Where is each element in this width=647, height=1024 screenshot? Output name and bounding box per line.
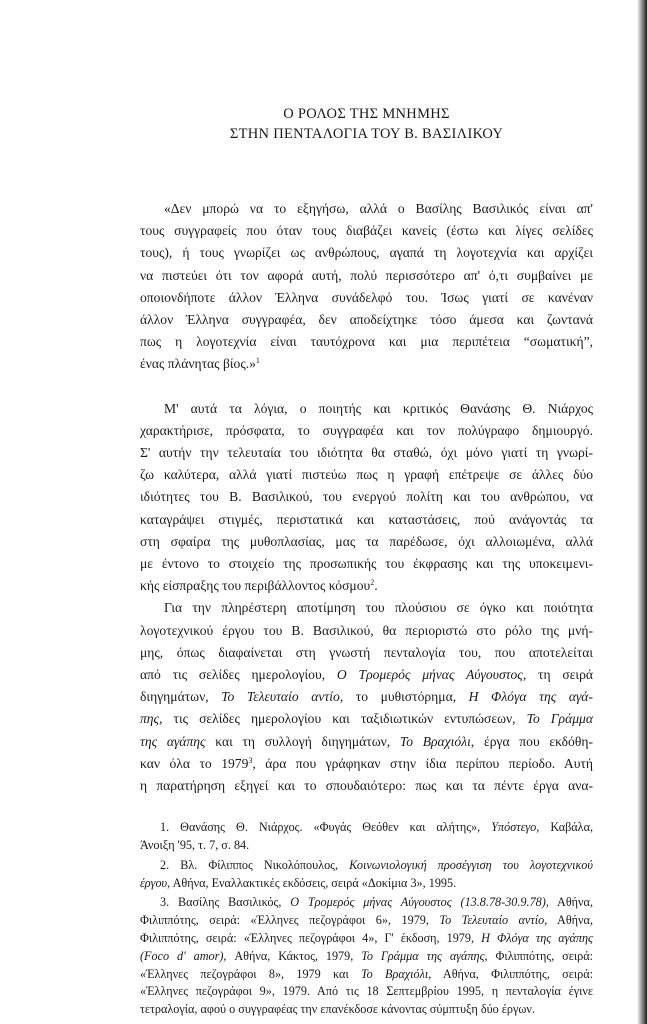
text-run: και τη συλλογή διηγημάτων, (205, 733, 400, 749)
text-run: , Φιλιππότης, σειρά: (484, 948, 593, 963)
text-run: , Αθήνα, (544, 913, 593, 928)
quote-line: άλλον Έλληνα συγγραφέα, δεν αποδείχτηκε τόσο άμεσα και ζωντανά (140, 312, 593, 328)
paragraph-line: με έντονο το στοιχείο της προσωπικής του έκφρασης και της υποκειμενι- (140, 556, 593, 572)
text-run: , τη σειρά (522, 667, 593, 683)
book-title: Το Γράμμα της αγάπης (361, 948, 485, 963)
footnote-line: «Έλληνες πεζογράφοι 9», 1979. Από τις 18 Σεπτεμβρίου 1995, η πενταλογία έγινε (140, 984, 593, 999)
quote-line: να πιστεύει ότι τον αφορά αυτή, πολύ περισσότερο απ' ό,τι συμβαίνει με (140, 267, 593, 283)
footnote-line: Άνοιξη '95, τ. 7, σ. 84. (140, 838, 250, 853)
text-run: , τις σελίδες ημερολογίου και ταξιδιωτικών εντυπώσεων, (159, 711, 527, 727)
paragraph-line: κής είσπραξης του περιβάλλοντος κόσμου (140, 578, 371, 594)
book-title: Ο Τρομερός μήνας Αύγουστος (336, 667, 523, 683)
paragraph-line: ιδιότητες του Β. Βασιλικού, του ενεργού πολίτη και του ανθρώπου, να (140, 489, 593, 505)
book-title: πης (140, 711, 160, 727)
sentence-end: . (374, 578, 378, 594)
footnote-1 (140, 819, 593, 855)
document-page (140, 104, 593, 1019)
footnote-line (140, 875, 593, 893)
chapter-title (140, 104, 593, 144)
text-run: διηγημάτων, (140, 689, 222, 705)
paragraph-line: μης, όπως διαφαίνεται στη γνωστή πενταλογία του, που αποτελείται (140, 644, 593, 660)
footnote-line (140, 930, 593, 948)
quote-line: οποιονδήποτε άλλον Έλληνα συνάδελφό του. Ίσως γιατί σε κανέναν (140, 289, 593, 305)
paragraph-line (140, 731, 593, 753)
book-title: έργου (140, 875, 168, 890)
paragraph-line (140, 753, 593, 775)
paragraph-line: Για την πληρέστερη αποτίμηση του πλούσιου σε όγκο και ποιότητα (164, 600, 593, 616)
book-title: της αγάπης (140, 733, 206, 749)
journal-title: Υπόστεγο (491, 820, 537, 835)
paragraph-last-line (140, 575, 593, 597)
footnote-line (140, 912, 593, 930)
text-run: , άρα που γράφηκαν στην ίδια περίπου περίοδο. Αυτή (252, 755, 593, 771)
quote-line: τους συγγραφείς που όταν τους διαβάζει κανείς (έστω και λίγες σελίδες (140, 223, 593, 239)
book-title: Η Φλόγα της αγά- (468, 689, 593, 705)
footnote-line (140, 948, 593, 966)
text-run: , Αθήνα, Εναλλακτικές εκδόσεις, σειρά «Δοκίμια 3», 1995. (167, 875, 457, 890)
paragraph-line (140, 664, 593, 686)
book-title: Το Βραχιόλι (361, 966, 429, 981)
body-paragraph-2 (140, 398, 593, 598)
footnote-line (140, 894, 593, 912)
title-line-1: Ο ΡΟΛΟΣ ΤΗΣ ΜΝΗΜΗΣ (283, 106, 450, 122)
body-paragraph-3 (140, 597, 593, 797)
paragraph-line (140, 686, 593, 708)
text-run: , έργα που εκδόθη- (470, 733, 593, 749)
quote-line: «Δεν μπορώ να το εξηγήσω, αλλά ο Βασίλης Βασιλικός είναι απ' (164, 201, 593, 216)
quote-last-line (140, 353, 593, 375)
text-run: Φιλιππότης, σειρά: «Έλληνες πεζογράφοι 4», Γ' έκδοση, 1979, (140, 931, 482, 946)
paragraph-line: χαρακτήρισε, πρόσφατα, το συγγραφέα και τον πολύγραφο δημιουργό. (140, 422, 593, 438)
text-run: 3. Βασίλης Βασιλικός, (160, 895, 291, 910)
paragraph-line: λογοτεχνικού έργου του Β. Βασιλικού, θα περιοριστώ στο ρόλο της μνή- (140, 622, 593, 638)
footnote-3 (140, 894, 593, 1019)
footnote-2 (140, 857, 593, 893)
text-run: , το μυθιστόρημα, (339, 689, 469, 705)
paragraph-line: στη σφαίρα της μυθοπλασίας, μας τα παρέδωσε, όχι αλλοιωμένα, αλλά (140, 533, 593, 549)
text-run: , Αθήνα, Φιλιππότης, σειρά: (428, 966, 593, 981)
book-title: (Foco d' amor) (140, 948, 224, 963)
quote-line: ένας πλάνητας βίος.» (140, 356, 256, 372)
text-run: 2. Βλ. Φίλιππος Νικολόπουλος, (160, 857, 350, 872)
footnotes (140, 819, 593, 1019)
footnote-line (140, 966, 593, 984)
paragraph-line: Μ' αυτά τα λόγια, ο ποιητής και κριτικός Θανάσης Θ. Νιάρχος (164, 400, 593, 416)
paragraph-line (140, 708, 593, 730)
text-run: Φιλιππότης, σειρά: «Έλληνες πεζογράφοι 6», 1979, (140, 913, 440, 928)
footnote-ref-1[interactable]: 1 (255, 356, 260, 366)
quote-paragraph (140, 198, 593, 376)
text-run: , Αθήνα, (545, 895, 593, 910)
footnote-line (140, 857, 593, 875)
paragraph-line: η παρατήρηση εξηγεί και το σπουδαιότερο: πως και τα πέντε έργα ανα- (140, 778, 593, 794)
book-title: Κοινωνιολογική προσέγγιση του λογοτεχνικού (349, 857, 593, 872)
page-edge-shadow (637, 0, 647, 1024)
title-line-2: ΣΤΗΝ ΠΕΝΤΑΛΟΓΙΑ ΤΟΥ Β. ΒΑΣΙΛΙΚΟΥ (229, 126, 504, 142)
paragraph-line: Σ' αυτήν την τελευταία του ιδιότητα θα σταθώ, όχι μόνο γιατί τη γνωρί- (140, 445, 593, 461)
text-run: καν όλα το 1979 (140, 755, 249, 771)
footnote-line: τετραλογία, αφού ο συγγραφέας την επανέκδοσε κάνοντας σύμπτυξη δύο έργων. (140, 1002, 535, 1017)
paragraph-line: ζω καλύτερα, αλλά γιατί πιστεύω πως η γραφή επέτρεψε σε άλλες δύο (140, 467, 593, 483)
footnote-line (140, 819, 593, 837)
text-run: , Καβάλα, (536, 820, 594, 835)
text-run: , Αθήνα, Κάκτος, 1979, (223, 948, 362, 963)
paragraph-line: καταγράψει στιγμές, περιστατικά και καταστάσεις, πού ανάγοντάς τα (140, 511, 593, 527)
book-title: Ο Τρομερός μήνας Αύγουστος (13.8.78-30.9.78) (290, 895, 546, 910)
book-title: Το Τελευταίο αντίο (439, 913, 545, 928)
book-title: Η Φλόγα της αγάπης (481, 931, 593, 946)
book-title: Το Τελευταίο αντίο (221, 689, 340, 705)
footnote-ref-2[interactable]: 2 (370, 578, 375, 588)
text-run: από τις σελίδες ημερολογίου, (140, 667, 337, 683)
quote-line: πως η λογοτεχνία είναι ταυτόχρονα και μια περιπέτεια “σωματική”, (140, 334, 593, 350)
footnote-ref-3[interactable]: 3 (248, 755, 253, 765)
text-run: 1. Θανάσης Θ. Νιάρχος. «Φυγάς Θεόθεν και αλήτης», (160, 820, 492, 835)
text-run: «Έλληνες πεζογράφοι 8», 1979 και (140, 966, 361, 981)
book-title: Το Γράμμα (526, 711, 593, 727)
book-title: Το Βραχιόλι (399, 733, 471, 749)
quote-line: τους), ή τους γνωρίζει ως ανθρώπους, αγαπά τη λογοτεχνία και αρχίζει (140, 245, 593, 261)
